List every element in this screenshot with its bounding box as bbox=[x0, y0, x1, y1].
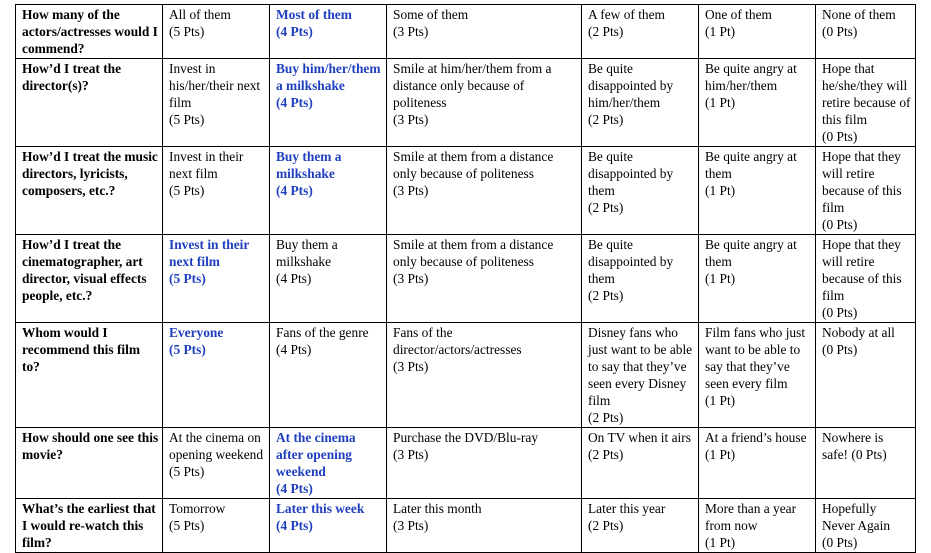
answer-text: Smile at him/her/them from a distance only because of politeness bbox=[393, 61, 552, 110]
answer-text: At the cinema on opening weekend bbox=[169, 430, 264, 462]
answer-points: (5 Pts) bbox=[169, 24, 205, 39]
answer-cell bbox=[270, 235, 387, 323]
answer-cell bbox=[816, 428, 916, 499]
answer-points: (0 Pts) bbox=[822, 305, 858, 320]
table-row bbox=[16, 499, 916, 553]
answer-cell bbox=[582, 59, 699, 147]
question-cell: What’s the earliest that I would re-watch this film? bbox=[16, 499, 163, 553]
answer-cell bbox=[163, 499, 270, 553]
answer-text: Smile at them from a distance only because of politeness bbox=[393, 237, 554, 269]
table-row bbox=[16, 59, 916, 147]
question-cell: How’d I treat the music directors, lyricists, composers, etc.? bbox=[16, 147, 163, 235]
answer-cell bbox=[816, 323, 916, 428]
answer-cell bbox=[163, 147, 270, 235]
answer-points: (2 Pts) bbox=[588, 288, 624, 303]
table-row bbox=[16, 5, 916, 59]
answer-cell bbox=[582, 428, 699, 499]
answer-cell bbox=[582, 147, 699, 235]
answer-text: Tomorrow bbox=[169, 501, 226, 516]
answer-points: (4 Pts) bbox=[276, 24, 313, 39]
answer-cell bbox=[699, 428, 816, 499]
answer-points: (4 Pts) bbox=[276, 271, 312, 286]
answer-points: (5 Pts) bbox=[169, 271, 206, 286]
answer-points: (2 Pts) bbox=[588, 112, 624, 127]
answer-text: Hopefully Never Again bbox=[822, 501, 891, 533]
table-row bbox=[16, 147, 916, 235]
answer-text: None of them bbox=[822, 7, 896, 22]
answer-points: (1 Pt) bbox=[705, 95, 736, 110]
question-cell: How should one see this movie? bbox=[16, 428, 163, 499]
answer-points: (0 Pts) bbox=[822, 24, 858, 39]
answer-cell bbox=[163, 428, 270, 499]
rating-table bbox=[15, 4, 916, 553]
question-cell: How many of the actors/actresses would I commend? bbox=[16, 5, 163, 59]
answer-points: (2 Pts) bbox=[588, 200, 624, 215]
answer-text: Later this week bbox=[276, 501, 365, 516]
answer-text: Be quite angry at them bbox=[705, 149, 797, 181]
answer-cell bbox=[699, 235, 816, 323]
answer-cell bbox=[387, 499, 582, 553]
answer-points: (0 Pts) bbox=[822, 129, 858, 144]
answer-cell bbox=[387, 235, 582, 323]
selected-answer-cell bbox=[270, 499, 387, 553]
answer-text: Invest in their next film bbox=[169, 149, 244, 181]
answer-text: Film fans who just want to be able to say that they’ve seen every film bbox=[705, 325, 806, 391]
answer-points: (2 Pts) bbox=[588, 24, 624, 39]
answer-points: (4 Pts) bbox=[276, 518, 313, 533]
answer-text: Fans of the director/actors/actresses bbox=[393, 325, 522, 357]
answer-points: (5 Pts) bbox=[169, 183, 205, 198]
answer-text: Be quite disappointed by them bbox=[588, 237, 674, 286]
answer-cell bbox=[582, 323, 699, 428]
selected-answer-cell bbox=[270, 428, 387, 499]
answer-text: Purchase the DVD/Blu-ray bbox=[393, 430, 539, 445]
answer-text: Most of them bbox=[276, 7, 352, 22]
answer-points: (1 Pt) bbox=[705, 183, 736, 198]
answer-cell bbox=[816, 59, 916, 147]
answer-text: One of them bbox=[705, 7, 772, 22]
answer-points: (4 Pts) bbox=[276, 342, 312, 357]
answer-points: (2 Pts) bbox=[588, 447, 624, 462]
answer-text: A few of them bbox=[588, 7, 665, 22]
answer-points: (2 Pts) bbox=[588, 410, 624, 425]
answer-text: Hope that they will retire because of this film bbox=[822, 149, 902, 215]
answer-text: Invest in their next film bbox=[169, 237, 250, 269]
selected-answer-cell bbox=[270, 59, 387, 147]
answer-cell bbox=[699, 323, 816, 428]
answer-text: Be quite angry at them bbox=[705, 237, 797, 269]
answer-cell bbox=[270, 323, 387, 428]
answer-cell bbox=[163, 59, 270, 147]
answer-cell bbox=[387, 323, 582, 428]
table-row bbox=[16, 323, 916, 428]
answer-cell bbox=[582, 235, 699, 323]
answer-text: On TV when it airs bbox=[588, 430, 691, 445]
answer-points: (3 Pts) bbox=[393, 518, 429, 533]
answer-text: All of them bbox=[169, 7, 231, 22]
answer-text: Fans of the genre bbox=[276, 325, 369, 340]
question-cell: How’d I treat the director(s)? bbox=[16, 59, 163, 147]
answer-text: Nobody at all bbox=[822, 325, 895, 340]
answer-text: Buy him/her/them a milkshake bbox=[276, 61, 381, 93]
answer-cell bbox=[387, 147, 582, 235]
answer-cell bbox=[816, 235, 916, 323]
answer-text: More than a year from now bbox=[705, 501, 797, 533]
answer-points: (1 Pt) bbox=[705, 393, 736, 408]
answer-cell bbox=[163, 5, 270, 59]
answer-cell bbox=[387, 5, 582, 59]
answer-cell bbox=[582, 5, 699, 59]
answer-cell bbox=[387, 59, 582, 147]
answer-points: (3 Pts) bbox=[393, 359, 429, 374]
answer-points: (0 Pts) bbox=[851, 447, 887, 462]
answer-points: (3 Pts) bbox=[393, 447, 429, 462]
answer-text: At the cinema after opening weekend bbox=[276, 430, 356, 479]
answer-text: Buy them a milkshake bbox=[276, 149, 342, 181]
answer-cell bbox=[699, 147, 816, 235]
answer-points: (5 Pts) bbox=[169, 464, 205, 479]
answer-text: Hope that they will retire because of this film bbox=[822, 237, 902, 303]
answer-text: Some of them bbox=[393, 7, 469, 22]
answer-points: (4 Pts) bbox=[276, 183, 313, 198]
answer-points: (3 Pts) bbox=[393, 183, 429, 198]
answer-text: Everyone bbox=[169, 325, 224, 340]
answer-text: Be quite angry at him/her/them bbox=[705, 61, 797, 93]
answer-text: Later this year bbox=[588, 501, 666, 516]
answer-cell bbox=[387, 428, 582, 499]
answer-points: (5 Pts) bbox=[169, 342, 206, 357]
answer-points: (4 Pts) bbox=[276, 481, 313, 496]
question-cell: How’d I treat the cinematographer, art director, visual effects people, etc.? bbox=[16, 235, 163, 323]
answer-text: Nowhere is safe! bbox=[822, 430, 884, 462]
answer-points: (0 Pts) bbox=[822, 217, 858, 232]
answer-points: (5 Pts) bbox=[169, 518, 205, 533]
answer-points: (3 Pts) bbox=[393, 271, 429, 286]
selected-answer-cell bbox=[163, 235, 270, 323]
answer-points: (3 Pts) bbox=[393, 112, 429, 127]
answer-text: Later this month bbox=[393, 501, 482, 516]
answer-points: (2 Pts) bbox=[588, 518, 624, 533]
selected-answer-cell bbox=[270, 5, 387, 59]
answer-points: (1 Pt) bbox=[705, 24, 736, 39]
answer-text: Invest in his/her/their next film bbox=[169, 61, 261, 110]
selected-answer-cell bbox=[163, 323, 270, 428]
answer-cell bbox=[699, 59, 816, 147]
answer-points: (1 Pt) bbox=[705, 447, 736, 462]
question-cell: Whom would I recommend this film to? bbox=[16, 323, 163, 428]
answer-points: (1 Pt) bbox=[705, 271, 736, 286]
answer-text: Smile at them from a distance only because of politeness bbox=[393, 149, 554, 181]
table-row bbox=[16, 235, 916, 323]
answer-text: Disney fans who just want to be able to say that they’ve seen every Disney film bbox=[588, 325, 693, 408]
answer-cell bbox=[582, 499, 699, 553]
answer-text: Hope that he/she/they will retire because of this film bbox=[822, 61, 911, 127]
answer-text: Buy them a milkshake bbox=[276, 237, 338, 269]
answer-points: (1 Pt) bbox=[705, 535, 736, 550]
answer-cell bbox=[699, 499, 816, 553]
answer-points: (4 Pts) bbox=[276, 95, 313, 110]
answer-points: (0 Pts) bbox=[822, 342, 858, 357]
answer-cell bbox=[816, 499, 916, 553]
selected-answer-cell bbox=[270, 147, 387, 235]
answer-cell bbox=[816, 5, 916, 59]
answer-points: (5 Pts) bbox=[169, 112, 205, 127]
answer-text: Be quite disappointed by him/her/them bbox=[588, 61, 674, 110]
answer-cell bbox=[816, 147, 916, 235]
answer-text: Be quite disappointed by them bbox=[588, 149, 674, 198]
answer-points: (0 Pts) bbox=[822, 535, 858, 550]
table-row bbox=[16, 428, 916, 499]
answer-points: (3 Pts) bbox=[393, 24, 429, 39]
answer-cell bbox=[699, 5, 816, 59]
answer-text: At a friend’s house bbox=[705, 430, 807, 445]
